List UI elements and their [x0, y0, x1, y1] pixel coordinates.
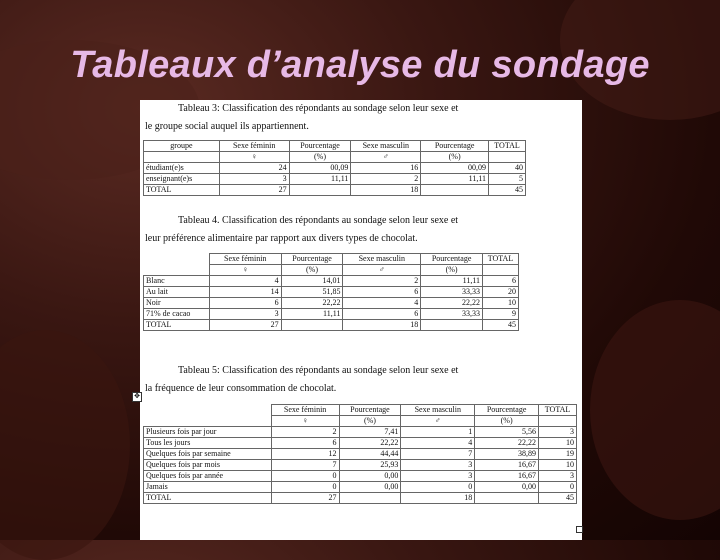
- table-cell: 4: [343, 298, 421, 309]
- table-row: [144, 427, 577, 438]
- table-row: [144, 287, 519, 298]
- table-cell: 3: [539, 427, 577, 438]
- table-cell: enseignant(e)s: [144, 174, 220, 185]
- table-cell: TOTAL: [144, 185, 220, 196]
- table-cell: [144, 416, 272, 427]
- table-cell: 0: [401, 482, 475, 493]
- table-cell: 0: [539, 482, 577, 493]
- table-cell: 18: [351, 185, 421, 196]
- table-cell: 1: [401, 427, 475, 438]
- table-cell: 12: [271, 449, 339, 460]
- table-row: [144, 298, 519, 309]
- table-cell: 16,67: [475, 471, 539, 482]
- t3-caption-line1: Tableau 3: Classification des répondants au sondage selon leur sexe et: [178, 103, 459, 114]
- table-cell: étudiant(e)s: [144, 163, 220, 174]
- table-row: [144, 276, 519, 287]
- table-cell: (%): [281, 265, 343, 276]
- table-cell: 5,56: [475, 427, 539, 438]
- table-cell: 14,01: [281, 276, 343, 287]
- resize-handle[interactable]: [576, 526, 583, 533]
- table-cell: 3: [539, 471, 577, 482]
- table-cell: ♀: [209, 265, 281, 276]
- table-cell: Pourcentage: [421, 141, 489, 152]
- table-cell: [421, 185, 489, 196]
- table-cell: [144, 152, 220, 163]
- table-row: [144, 309, 519, 320]
- table-row: [144, 174, 526, 185]
- table-cell: 10: [539, 438, 577, 449]
- table-cell: Sexe féminin: [219, 141, 289, 152]
- slide-title: Tableaux d’analyse du sondage: [70, 44, 650, 86]
- table-cell: 3: [219, 174, 289, 185]
- table-cell: [144, 265, 210, 276]
- table-subheader-row: [144, 265, 519, 276]
- table-cell: [339, 493, 401, 504]
- table-cell: Pourcentage: [421, 254, 483, 265]
- table-cell: 38,89: [475, 449, 539, 460]
- table-cell: 27: [219, 185, 289, 196]
- table-cell: Sexe féminin: [271, 405, 339, 416]
- table-cell: [144, 405, 272, 416]
- table-cell: 4: [401, 438, 475, 449]
- t3-caption-line2: le groupe social auquel ils appartiennent.: [145, 121, 309, 132]
- table-cell: 0: [271, 471, 339, 482]
- table-cell: 11,11: [281, 309, 343, 320]
- table-cell: [289, 185, 351, 196]
- table-cell: Quelques fois par mois: [144, 460, 272, 471]
- table-cell: 19: [539, 449, 577, 460]
- table-cell: (%): [339, 416, 401, 427]
- table-cell: 3: [209, 309, 281, 320]
- table-cell: ♂: [401, 416, 475, 427]
- table-cell: 24: [219, 163, 289, 174]
- table-cell: Quelques fois par année: [144, 471, 272, 482]
- table-row: [144, 163, 526, 174]
- table-cell: [483, 265, 519, 276]
- table-cell: Sexe masculin: [401, 405, 475, 416]
- table-row: [144, 438, 577, 449]
- table-5: [143, 404, 577, 504]
- table-cell: ♂: [351, 152, 421, 163]
- table-cell: 22,22: [421, 298, 483, 309]
- table-header-row: [144, 141, 526, 152]
- table-cell: 33,33: [421, 287, 483, 298]
- table-cell: 6: [483, 276, 519, 287]
- table-cell: 20: [483, 287, 519, 298]
- table-cell: 3: [401, 460, 475, 471]
- table-cell: 7: [271, 460, 339, 471]
- table-cell: Jamais: [144, 482, 272, 493]
- table-cell: Sexe masculin: [351, 141, 421, 152]
- table-cell: 33,33: [421, 309, 483, 320]
- table-cell: 00,09: [289, 163, 351, 174]
- table-cell: 2: [343, 276, 421, 287]
- table-3: [143, 140, 526, 196]
- table-cell: Pourcentage: [475, 405, 539, 416]
- move-anchor-icon[interactable]: ✥: [132, 392, 142, 402]
- table-cell: 9: [483, 309, 519, 320]
- table-cell: 4: [209, 276, 281, 287]
- table-subheader-row: [144, 152, 526, 163]
- table-cell: [281, 320, 343, 331]
- background-blob: [590, 300, 720, 520]
- table-subheader-row: [144, 416, 577, 427]
- table-cell: 6: [209, 298, 281, 309]
- table-cell: 0: [271, 482, 339, 493]
- t4-caption-line2: leur préférence alimentaire par rapport aux divers types de chocolat.: [145, 233, 418, 244]
- document-image: [140, 100, 582, 540]
- table-cell: [421, 320, 483, 331]
- table-cell: 0,00: [339, 482, 401, 493]
- table-cell: Sexe féminin: [209, 254, 281, 265]
- table-cell: Pourcentage: [281, 254, 343, 265]
- table-row: [144, 320, 519, 331]
- table-cell: 6: [271, 438, 339, 449]
- table-cell: 51,85: [281, 287, 343, 298]
- table-cell: (%): [421, 152, 489, 163]
- table-cell: 7: [401, 449, 475, 460]
- table-cell: [475, 493, 539, 504]
- table-cell: [539, 416, 577, 427]
- table-row: [144, 460, 577, 471]
- t4-caption-line1: Tableau 4. Classification des répondants au sondage selon leur sexe et: [178, 215, 459, 226]
- table-cell: 22,22: [281, 298, 343, 309]
- table-cell: TOTAL: [144, 320, 210, 331]
- table-cell: 14: [209, 287, 281, 298]
- table-row: [144, 471, 577, 482]
- table-row: [144, 449, 577, 460]
- table-cell: TOTAL: [539, 405, 577, 416]
- table-cell: 10: [539, 460, 577, 471]
- table-cell: TOTAL: [489, 141, 526, 152]
- table-cell: Quelques fois par semaine: [144, 449, 272, 460]
- table-cell: 25,93: [339, 460, 401, 471]
- table-4: [143, 253, 519, 331]
- table-cell: 45: [483, 320, 519, 331]
- table-row: [144, 482, 577, 493]
- table-cell: groupe: [144, 141, 220, 152]
- table-cell: (%): [421, 265, 483, 276]
- table-cell: 0,00: [339, 471, 401, 482]
- table-header-row: [144, 254, 519, 265]
- table-cell: Pourcentage: [289, 141, 351, 152]
- table-cell: 11,11: [421, 276, 483, 287]
- table-cell: 16,67: [475, 460, 539, 471]
- table-cell: 18: [343, 320, 421, 331]
- table-cell: (%): [289, 152, 351, 163]
- table-cell: 5: [489, 174, 526, 185]
- table-cell: Pourcentage: [339, 405, 401, 416]
- table-cell: 27: [209, 320, 281, 331]
- table-cell: 45: [489, 185, 526, 196]
- table-cell: Sexe masculin: [343, 254, 421, 265]
- table-cell: 45: [539, 493, 577, 504]
- table-cell: 10: [483, 298, 519, 309]
- table-cell: 18: [401, 493, 475, 504]
- t5-caption-line2: la fréquence de leur consommation de chocolat.: [145, 383, 337, 394]
- table-cell: Blanc: [144, 276, 210, 287]
- table-cell: ♀: [219, 152, 289, 163]
- table-cell: [144, 254, 210, 265]
- table-cell: TOTAL: [144, 493, 272, 504]
- table-cell: 00,09: [421, 163, 489, 174]
- table-cell: 0,00: [475, 482, 539, 493]
- table-cell: 44,44: [339, 449, 401, 460]
- table-cell: Au lait: [144, 287, 210, 298]
- table-cell: 22,22: [339, 438, 401, 449]
- table-cell: 11,11: [421, 174, 489, 185]
- table-cell: ♂: [343, 265, 421, 276]
- table-cell: Noir: [144, 298, 210, 309]
- table-row: [144, 185, 526, 196]
- table-cell: 2: [271, 427, 339, 438]
- table-cell: Tous les jours: [144, 438, 272, 449]
- table-cell: 71% de cacao: [144, 309, 210, 320]
- table-cell: 6: [343, 309, 421, 320]
- table-cell: 11,11: [289, 174, 351, 185]
- table-cell: [489, 152, 526, 163]
- table-cell: 7,41: [339, 427, 401, 438]
- table-cell: 40: [489, 163, 526, 174]
- table-cell: 2: [351, 174, 421, 185]
- table-cell: 6: [343, 287, 421, 298]
- table-cell: (%): [475, 416, 539, 427]
- table-cell: 27: [271, 493, 339, 504]
- table-row: [144, 493, 577, 504]
- t5-caption-line1: Tableau 5: Classification des répondants au sondage selon leur sexe et: [178, 365, 459, 376]
- table-cell: 16: [351, 163, 421, 174]
- table-cell: 3: [401, 471, 475, 482]
- table-cell: TOTAL: [483, 254, 519, 265]
- table-cell: ♀: [271, 416, 339, 427]
- background-blob: [0, 330, 130, 560]
- table-cell: Plusieurs fois par jour: [144, 427, 272, 438]
- table-cell: 22,22: [475, 438, 539, 449]
- table-header-row: [144, 405, 577, 416]
